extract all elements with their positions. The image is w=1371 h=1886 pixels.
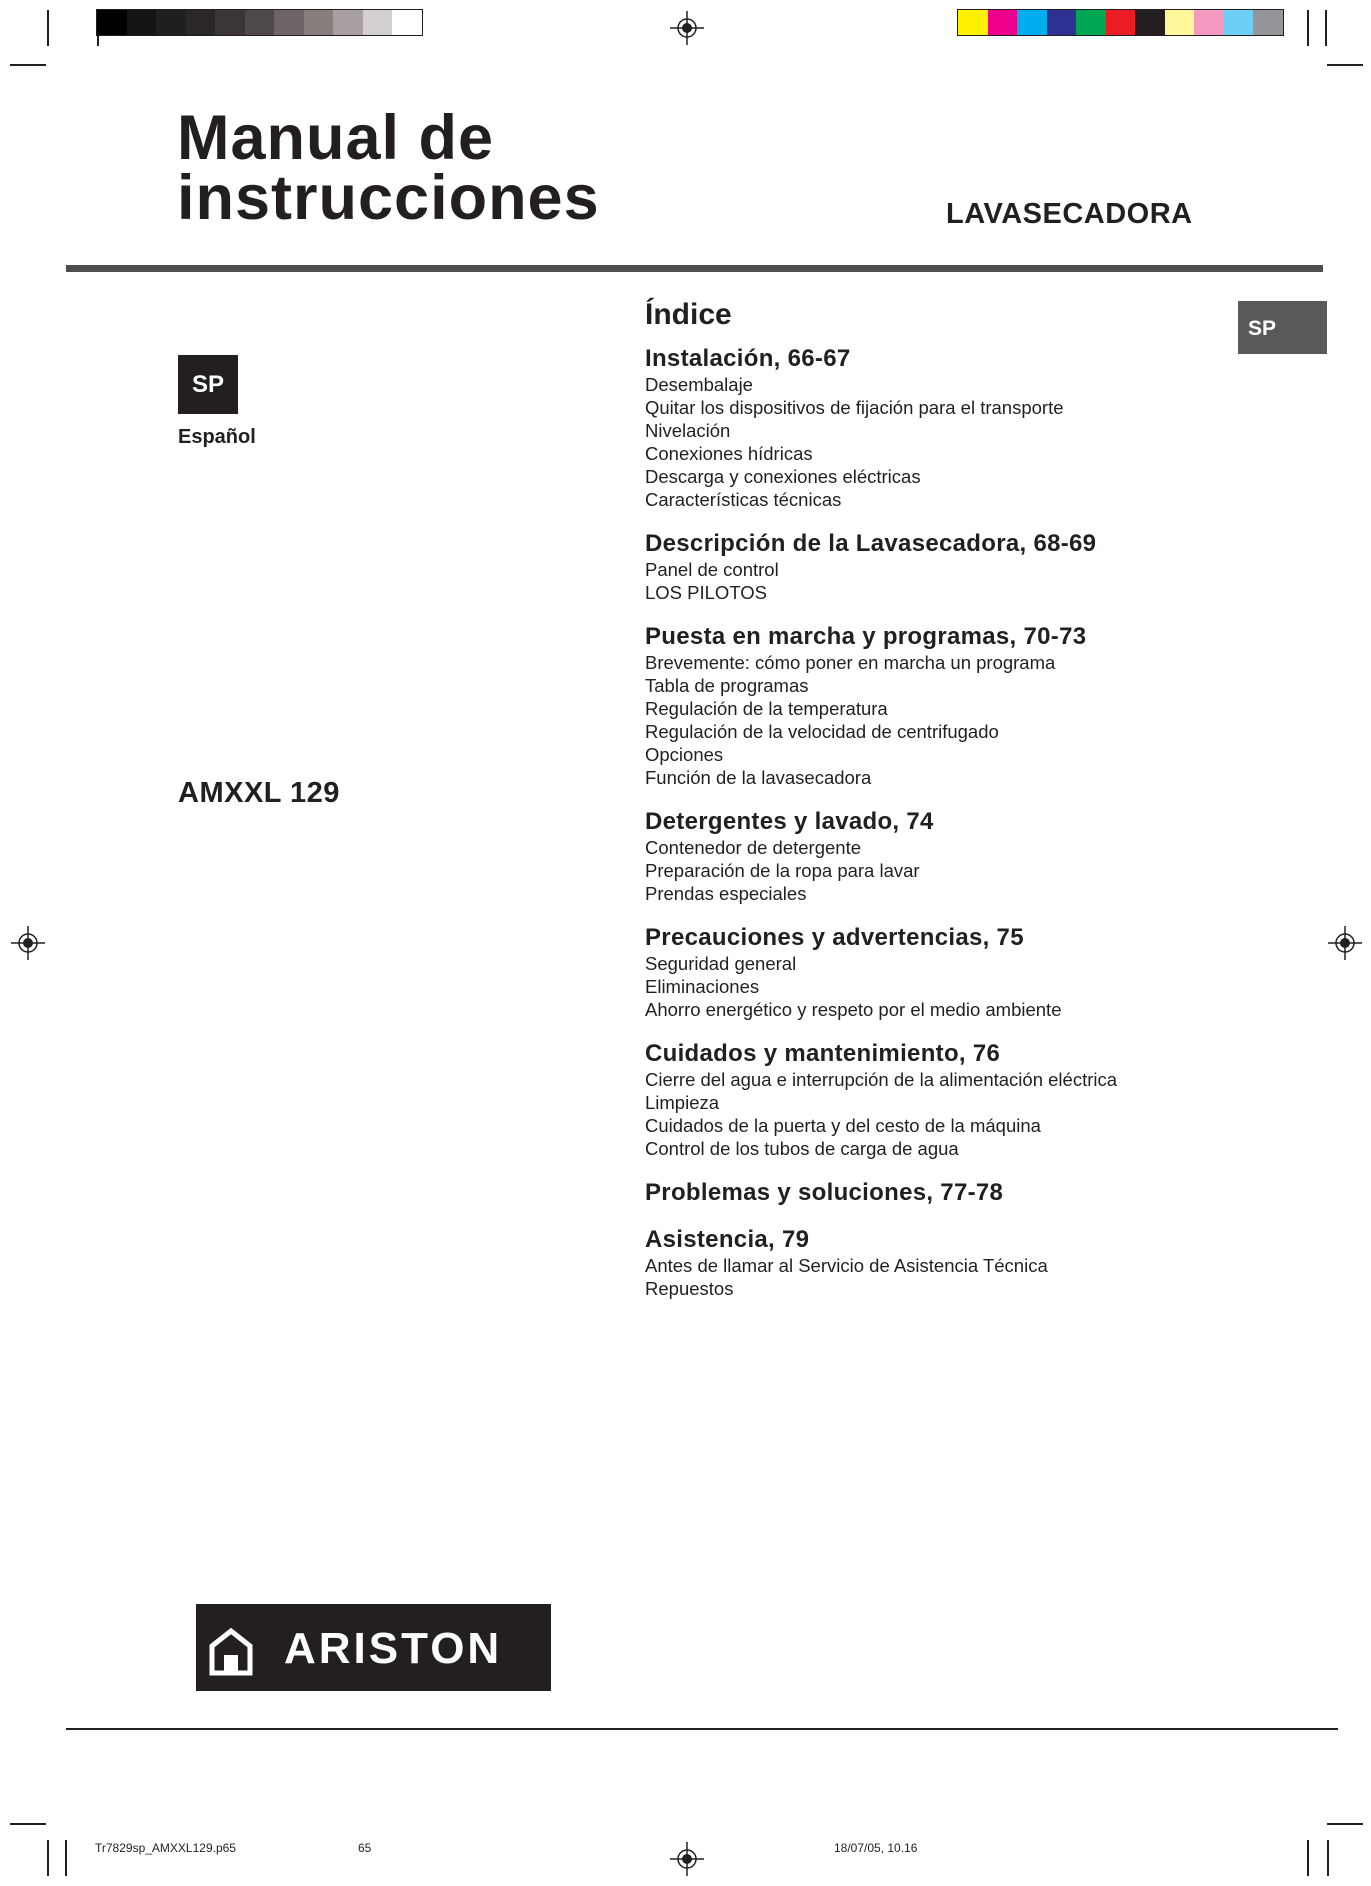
section-item: Repuestos <box>645 1278 734 1299</box>
index-section <box>645 923 1205 1021</box>
ariston-logo <box>196 1604 551 1691</box>
section-item: Ahorro energético y respeto por el medio ambiente <box>645 999 1062 1020</box>
section-item: Control de los tubos de carga de agua <box>645 1138 959 1159</box>
color-swatch <box>1135 10 1165 35</box>
section-item: LOS PILOTOS <box>645 582 768 603</box>
section-item: Antes de llamar al Servicio de Asistencia Técnica <box>645 1255 1048 1276</box>
section-item: Preparación de la ropa para lavar <box>645 860 920 881</box>
section-item: Descarga y conexiones eléctricas <box>645 466 921 487</box>
section-heading: Problemas y soluciones, 77-78 <box>645 1179 1004 1206</box>
crop-mark <box>1325 10 1327 46</box>
color-swatch <box>1253 10 1283 35</box>
crop-mark <box>47 1840 49 1876</box>
section-item: Cierre del agua e interrupción de la alimentación eléctrica <box>645 1069 1118 1090</box>
logo-text: ARISTON <box>284 1624 503 1673</box>
color-swatch <box>245 10 275 35</box>
section-item: Función de la lavasecadora <box>645 767 872 788</box>
gray-calibration-bar <box>96 9 423 36</box>
color-calibration-bar <box>957 9 1284 36</box>
crop-mark <box>65 1840 67 1876</box>
section-item: Tabla de programas <box>645 675 809 696</box>
section-item: Quitar los dispositivos de fijación para el transporte <box>645 397 1064 418</box>
section-item: Eliminaciones <box>645 976 760 997</box>
section-item: Opciones <box>645 744 724 765</box>
index-section <box>645 622 1205 789</box>
section-item: Prendas especiales <box>645 883 807 904</box>
footer-divider <box>66 1728 1338 1730</box>
crop-mark <box>1327 64 1363 66</box>
index-section <box>645 1225 1205 1300</box>
section-item: Panel de control <box>645 559 779 580</box>
index-section <box>645 344 1205 511</box>
section-heading: Asistencia, 79 <box>645 1226 810 1253</box>
crop-mark <box>1327 1823 1363 1825</box>
crop-mark <box>1307 1840 1309 1876</box>
manual-title <box>177 103 600 233</box>
color-swatch <box>97 10 127 35</box>
registration-mark-icon <box>11 926 45 960</box>
color-swatch <box>392 10 422 35</box>
language-code-badge: SP <box>178 355 238 414</box>
header-divider <box>66 265 1323 272</box>
color-swatch <box>304 10 334 35</box>
index-title: Índice <box>645 298 732 331</box>
registration-mark-icon <box>1328 926 1362 960</box>
index-section <box>645 529 1205 604</box>
index-section <box>645 807 1205 905</box>
color-swatch <box>363 10 393 35</box>
footer-filename: Tr7829sp_AMXXL129.p65 <box>95 1841 236 1855</box>
color-swatch <box>988 10 1018 35</box>
section-heading: Puesta en marcha y programas, 70-73 <box>645 623 1087 650</box>
section-item: Desembalaje <box>645 374 753 395</box>
color-swatch <box>1224 10 1254 35</box>
section-item: Regulación de la temperatura <box>645 698 888 719</box>
registration-mark-icon <box>670 1842 704 1876</box>
color-swatch <box>274 10 304 35</box>
crop-mark <box>10 64 46 66</box>
language-name: Español <box>178 426 256 448</box>
crop-mark <box>1327 1840 1329 1876</box>
color-swatch <box>1047 10 1077 35</box>
section-item: Seguridad general <box>645 953 797 974</box>
section-item: Cuidados de la puerta y del cesto de la máquina <box>645 1115 1041 1136</box>
section-item: Contenedor de detergente <box>645 837 862 858</box>
color-swatch <box>1106 10 1136 35</box>
crop-mark <box>1307 10 1309 46</box>
color-swatch <box>186 10 216 35</box>
color-swatch <box>1165 10 1195 35</box>
title-line-1: Manual de <box>177 103 495 173</box>
color-swatch <box>215 10 245 35</box>
index-sections <box>645 344 1205 1300</box>
index-section <box>645 1178 1205 1207</box>
color-swatch <box>958 10 988 35</box>
color-swatch <box>1194 10 1224 35</box>
color-swatch <box>333 10 363 35</box>
section-item: Brevemente: cómo poner en marcha un programa <box>645 652 1056 673</box>
language-tab: SP <box>1238 301 1327 354</box>
color-swatch <box>1076 10 1106 35</box>
color-swatch <box>156 10 186 35</box>
crop-mark <box>10 1823 46 1825</box>
model-number: AMXXL 129 <box>178 777 340 809</box>
color-swatch <box>1017 10 1047 35</box>
table-of-contents <box>645 298 1205 1318</box>
section-heading: Instalación, 66-67 <box>645 345 851 372</box>
section-heading: Precauciones y advertencias, 75 <box>645 924 1024 951</box>
registration-mark-icon <box>670 11 704 45</box>
footer-page-number: 65 <box>358 1841 372 1855</box>
title-line-2: instrucciones <box>177 163 600 233</box>
color-swatch <box>127 10 157 35</box>
section-item: Regulación de la velocidad de centrifugado <box>645 721 999 742</box>
house-icon <box>209 1628 253 1676</box>
section-item: Características técnicas <box>645 489 842 510</box>
section-heading: Detergentes y lavado, 74 <box>645 808 934 835</box>
footer-date: 18/07/05, 10.16 <box>834 1841 918 1855</box>
section-item: Nivelación <box>645 420 731 441</box>
index-section <box>645 1039 1205 1160</box>
section-item: Limpieza <box>645 1092 720 1113</box>
section-item: Conexiones hídricas <box>645 443 813 464</box>
section-heading: Cuidados y mantenimiento, 76 <box>645 1040 1001 1067</box>
crop-mark <box>47 10 49 46</box>
section-heading: Descripción de la Lavasecadora, 68-69 <box>645 530 1097 557</box>
document-type: LAVASECADORA <box>946 198 1193 230</box>
